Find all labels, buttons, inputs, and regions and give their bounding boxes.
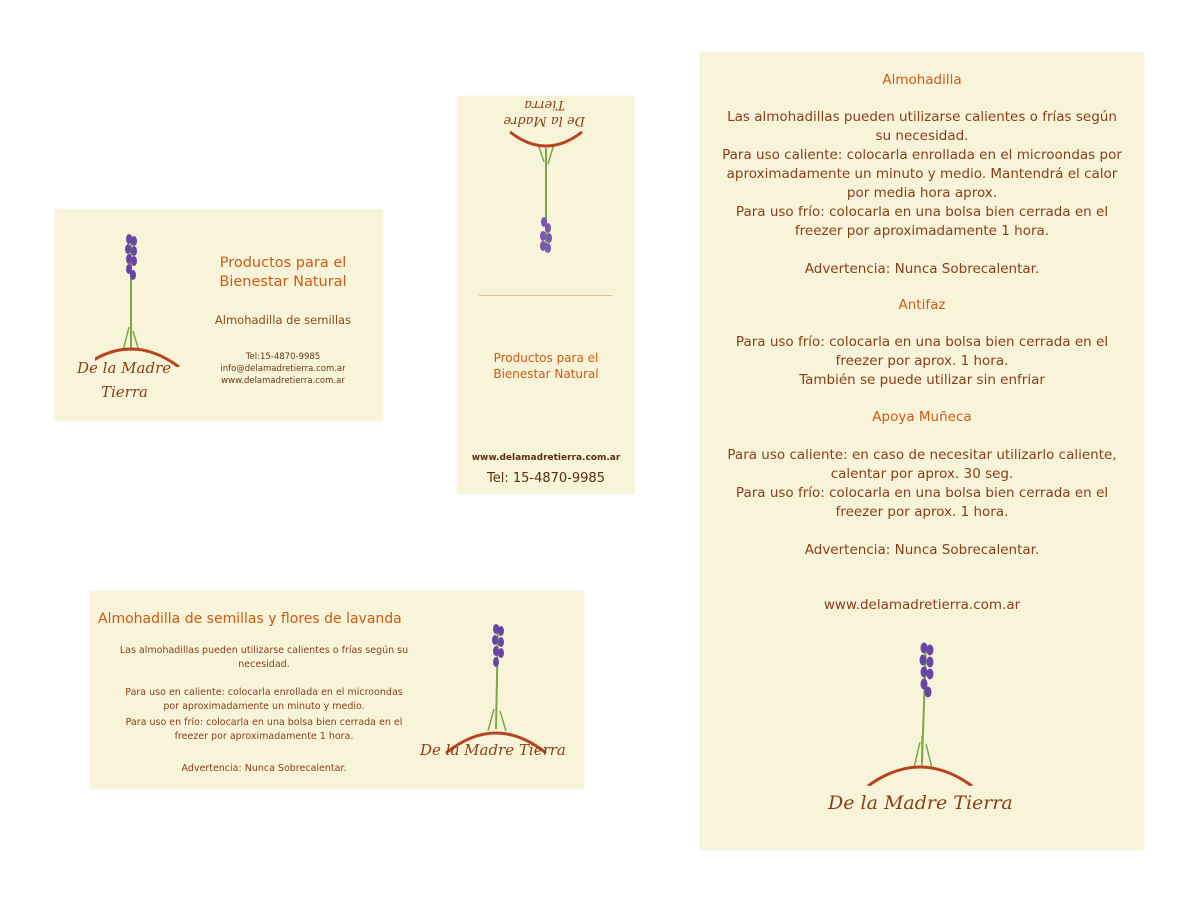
brand-logo-line-1: De la Madre	[77, 359, 172, 377]
almohadilla-line-3: Para uso caliente: colocarla enrollada en el microondas por	[722, 147, 1122, 163]
almohadilla-heading: Almohadilla	[882, 72, 962, 88]
apoya-heading: Apoya Muñeca	[872, 409, 972, 425]
business-card-phone: Tel:15-4870-9985	[245, 352, 321, 362]
almohadilla-line-5: por media hora aprox.	[846, 185, 998, 201]
tag-logo-flipped	[457, 96, 635, 276]
business-card-email: info@delamadretierra.com.ar	[220, 364, 346, 374]
hang-tag	[457, 96, 635, 494]
panel-brand-logo: De la Madre Tierra	[828, 792, 1013, 814]
antifaz-heading: Antifaz	[898, 297, 946, 313]
business-card-title-line-2: Bienestar Natural	[219, 274, 347, 290]
tag-title	[457, 350, 635, 382]
apoya-warning: Advertencia: Nunca Sobrecalentar.	[804, 542, 1040, 558]
product-card-brand-logo: De la Madre Tierra	[420, 741, 566, 759]
apoya-line-2: calentar por aprox. 30 seg.	[830, 466, 1014, 482]
product-card-line-2: necesidad.	[238, 659, 290, 670]
lavender-sprig-icon	[440, 617, 550, 757]
apoya-line-1: Para uso caliente: en caso de necesitar utilizarlo caliente,	[727, 447, 1117, 463]
antifaz-line-1: Para uso frío: colocarla en una bolsa bien cerrada en el	[735, 334, 1109, 350]
lavender-sprig-icon	[95, 227, 195, 367]
product-card-title: Almohadilla de semillas y flores de lavanda	[98, 611, 402, 627]
almohadilla-line-7: freezer por aproximadamente 1 hora.	[794, 223, 1050, 239]
apoya-line-4: freezer por aprox. 1 hora.	[835, 504, 1009, 520]
almohadilla-line-4: aproximadamente un minuto y medio. Mantendrá el calor	[726, 166, 1118, 182]
almohadilla-line-6: Para uso frío: colocarla en una bolsa bien cerrada en el	[735, 204, 1109, 220]
tag-phone: Tel: 15-4870-9985	[487, 471, 605, 486]
tag-fold-divider	[479, 295, 612, 296]
tag-brand-logo-line-1: De la Madre	[503, 113, 585, 128]
business-card-title-line-1: Productos para el	[219, 255, 347, 271]
antifaz-line-2: freezer por aprox. 1 hora.	[835, 353, 1009, 369]
business-card	[55, 209, 383, 421]
apoya-line-3: Para uso frío: colocarla en una bolsa bien cerrada en el	[735, 485, 1109, 501]
business-card-website: www.delamadretierra.com.ar	[221, 376, 345, 386]
product-card-warning: Advertencia: Nunca Sobrecalentar.	[181, 763, 347, 774]
tag-brand-logo-line-2: Tierra	[524, 97, 565, 112]
tag-title-line-2: Bienestar Natural	[493, 367, 599, 381]
instructions-panel	[700, 52, 1144, 850]
lavender-sprig-icon	[496, 130, 596, 260]
product-card-line-6: freezer por aproximadamente 1 hora.	[174, 731, 354, 742]
antifaz-line-3: También se puede utilizar sin enfriar	[799, 372, 1045, 388]
brand-logo-line-2: Tierra	[101, 383, 148, 401]
tag-website: www.delamadretierra.com.ar	[471, 453, 621, 463]
product-card-line-1: Las almohadillas pueden utilizarse calientes o frías según su	[119, 645, 409, 656]
business-card-product: Almohadilla de semillas	[214, 313, 352, 327]
almohadilla-line-2: su necesidad.	[875, 128, 969, 144]
almohadilla-line-1: Las almohadillas pueden utilizarse calientes o frías según	[727, 109, 1117, 125]
product-card-line-5: Para uso en frío: colocarla en una bolsa bien cerrada en el	[125, 717, 403, 728]
almohadilla-warning: Advertencia: Nunca Sobrecalentar.	[804, 261, 1040, 277]
product-card-line-3: Para uso en caliente: colocarla enrollada en el microondas	[125, 687, 403, 698]
product-card	[90, 591, 584, 789]
lavender-sprig-icon	[860, 636, 980, 786]
panel-website: www.delamadretierra.com.ar	[823, 597, 1021, 613]
product-card-line-4: por aproximadamente un minuto y medio.	[163, 701, 365, 712]
tag-title-line-1: Productos para el	[493, 351, 599, 365]
